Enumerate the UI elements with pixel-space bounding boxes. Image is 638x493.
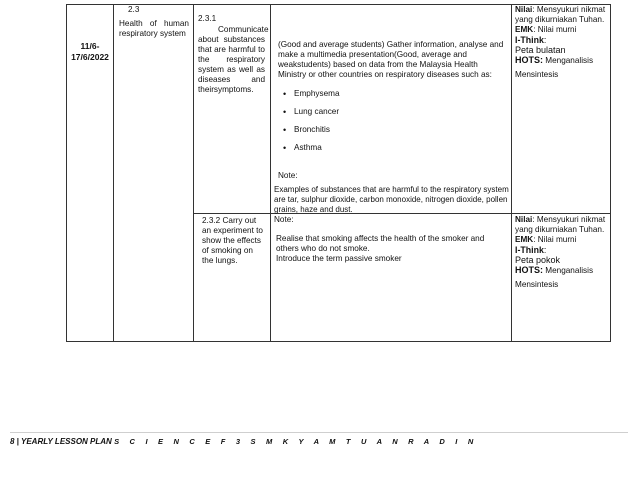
list-item: • Emphysema (278, 89, 506, 99)
content-standard-cell (119, 5, 189, 39)
list-item: • Bronchitis (278, 125, 506, 135)
week-cell (67, 41, 113, 63)
nilai-label: Nilai (515, 5, 533, 14)
footer-rule (10, 432, 628, 433)
plan-title: YEARLY LESSON PLAN (21, 437, 115, 446)
footer-separator: | (14, 437, 21, 446)
note-text-2: Realise that smoking affects the health of the smoker and others who do not smoke. (276, 234, 485, 253)
lesson-plan-table (66, 4, 611, 342)
list-item: • Lung cancer (278, 107, 506, 117)
nilai-text: : Mensyukuri nikmat yang dikurniakan Tuhan. (515, 5, 606, 24)
passive-smoker-text: Introduce the term passive smoker (276, 254, 402, 263)
learning-standard-cell-2 (202, 216, 266, 266)
hots-label: HOTS: (515, 265, 543, 275)
note-label-2: Note: (274, 215, 294, 224)
nilai-label: Nilai (515, 215, 533, 224)
content-standard-title: Health of human respiratory system (119, 19, 189, 38)
emk-text: : Nilai murni (533, 235, 577, 244)
column-divider (113, 5, 114, 341)
values-cell (515, 5, 609, 80)
list-item: • Asthma (278, 143, 506, 153)
values-extra: Mensintesis (515, 280, 559, 289)
school-subject: S C I E N C E F 3 S M K Y A M T U A N R A D I N (114, 437, 478, 446)
nilai-text: : Mensyukuri nikmat yang dikurniakan Tuhan. (515, 215, 606, 234)
values-cell-2 (515, 215, 609, 290)
activity-cell-2 (274, 215, 508, 264)
note-label: Note: (278, 171, 298, 180)
activity-cell (278, 40, 506, 181)
hots-value: Menganalisis (543, 56, 594, 65)
emk-label: EMK (515, 25, 534, 34)
column-divider (270, 5, 271, 341)
activity-intro: (Good and average students) Gather information, analyse and make a multimedia presentation(Good, average and weakstudents) based on data from the Malaysia Health Ministry or other countries on respiratory diseases such as: (278, 40, 504, 79)
emk-label: EMK (515, 235, 534, 244)
values-extra: Mensintesis (515, 70, 559, 79)
content-standard-code: 2.3 (128, 5, 140, 14)
ithink-label: I-Think (515, 35, 544, 45)
hots-value: Menganalisis (543, 266, 594, 275)
week-end: 17/6/2022 (71, 52, 109, 62)
learning-standard-text-2: 2.3.2 Carry out an experiment to show the effects of smoking on the lungs. (202, 216, 263, 265)
note-text: Examples of substances that are harmful to the respiratory system are tar, sulphur dioxide, carbon monoxide, nitrogen dioxide, pollen grains, haze and dust. (274, 185, 509, 214)
ithink-colon: : (543, 35, 547, 45)
disease-list (278, 89, 506, 153)
ithink-value: Peta pokok (515, 255, 561, 265)
learning-standard-cell (198, 14, 269, 95)
column-divider (193, 5, 194, 341)
ithink-value: Peta bulatan (515, 45, 566, 55)
week-start: 11/6- (80, 41, 100, 51)
ithink-label: I-Think (515, 245, 544, 255)
page-footer (10, 437, 477, 447)
learning-standard-text: Communicate about substances that are harmful to the respiratory system as well as diseases and theirsymptoms. (198, 25, 269, 94)
emk-text: : Nilai murni (533, 25, 577, 34)
column-divider (511, 5, 512, 341)
page-number: 8 (10, 437, 15, 446)
hots-label: HOTS: (515, 55, 543, 65)
learning-standard-code: 2.3.1 (198, 14, 217, 23)
ithink-colon: : (543, 245, 547, 255)
